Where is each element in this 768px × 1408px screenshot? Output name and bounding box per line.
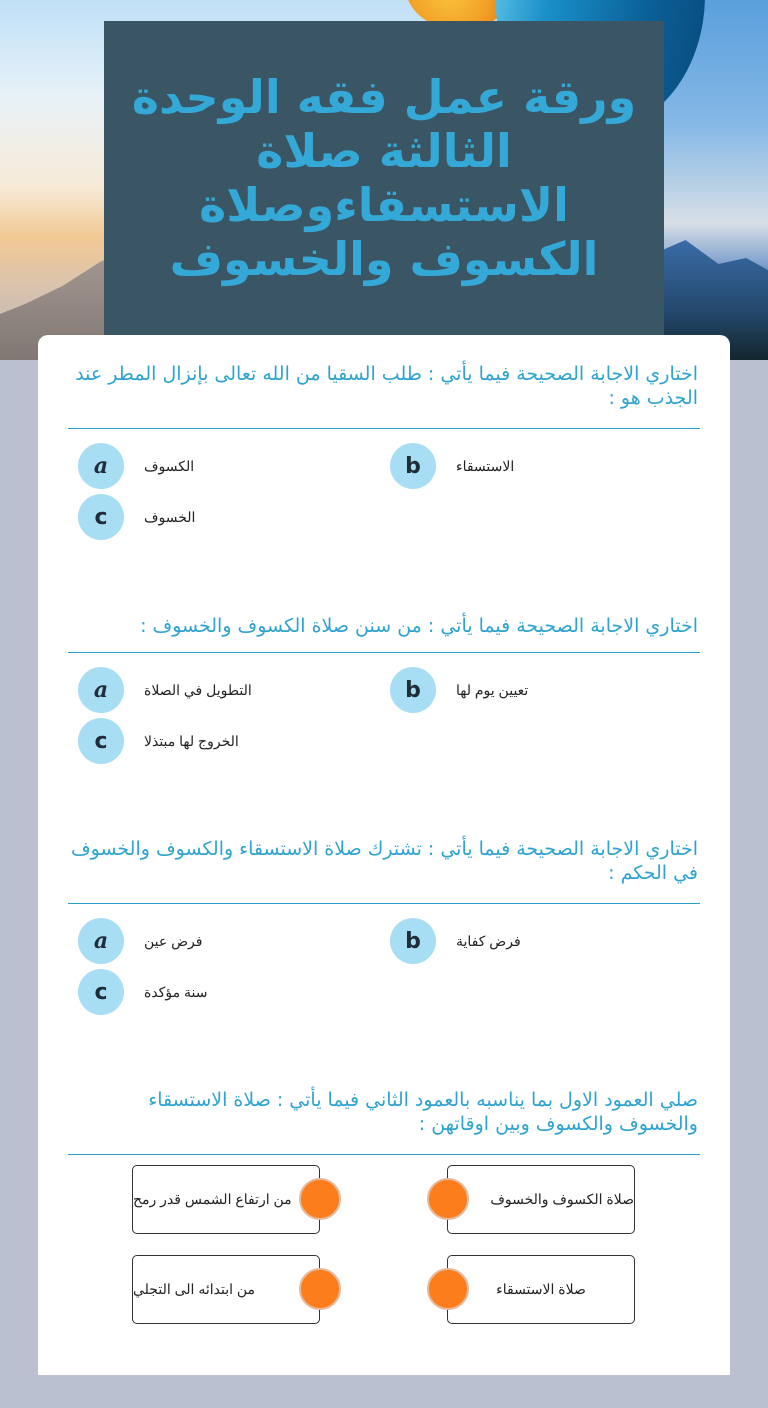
question-1 — [68, 362, 700, 410]
worksheet-title-box — [104, 21, 664, 335]
option-letter-badge: c — [78, 494, 124, 540]
question-prompt: اختاري الاجابة الصحيحة فيما يأتي : من سنن صلاة الكسوف والخسوف : — [140, 615, 698, 637]
match-item-label: صلاة الاستسقاء — [496, 1281, 586, 1297]
question-prompt: صلي العمود الاول بما يناسبه بالعمود الثاني فيما يأتي : صلاة الاستسقاء والخسوف والكسوف وبين اوقاتهن : — [148, 1089, 698, 1135]
option-letter-badge: a — [78, 667, 124, 713]
option-letter-badge: b — [390, 918, 436, 964]
match-connector-dot[interactable] — [427, 1268, 469, 1310]
match-left-item-2[interactable] — [132, 1255, 320, 1324]
option-label: الخسوف — [144, 508, 196, 525]
match-connector-dot[interactable] — [427, 1178, 469, 1220]
option-b[interactable] — [390, 667, 528, 713]
divider — [68, 1154, 700, 1155]
worksheet-title: ورقة عمل فقه الوحدة الثالثة صلاة الاستسقاءوصلاة الكسوف والخسوف — [131, 70, 637, 286]
option-label: التطويل في الصلاة — [144, 681, 252, 698]
option-letter-badge: b — [390, 667, 436, 713]
question-3 — [68, 837, 700, 885]
option-a[interactable] — [78, 443, 194, 489]
question-2 — [68, 614, 700, 638]
option-a[interactable] — [78, 918, 202, 964]
match-item-label: من ابتدائه الى التجلي — [133, 1281, 256, 1297]
option-c[interactable] — [78, 969, 207, 1015]
match-right-item-2[interactable] — [447, 1255, 635, 1324]
divider — [68, 903, 700, 904]
match-connector-dot[interactable] — [299, 1268, 341, 1310]
option-a[interactable] — [78, 667, 252, 713]
worksheet-card — [38, 335, 730, 1375]
divider — [68, 428, 700, 429]
divider — [68, 652, 700, 653]
match-connector-dot[interactable] — [299, 1178, 341, 1220]
question-4 — [68, 1088, 700, 1136]
option-b[interactable] — [390, 443, 514, 489]
match-right-item-1[interactable] — [447, 1165, 635, 1234]
option-letter-badge: b — [390, 443, 436, 489]
match-item-label: صلاة الكسوف والخسوف — [490, 1191, 634, 1207]
option-b[interactable] — [390, 918, 521, 964]
option-label: فرض كفاية — [456, 932, 521, 949]
option-letter-badge: c — [78, 969, 124, 1015]
option-letter-badge: a — [78, 918, 124, 964]
option-label: الخروج لها مبتذلا — [144, 732, 239, 749]
option-label: الكسوف — [144, 457, 195, 474]
match-item-label: من ارتفاع الشمس قدر رمح — [133, 1191, 292, 1207]
option-c[interactable] — [78, 494, 195, 540]
question-prompt: اختاري الاجابة الصحيحة فيما يأتي : طلب السقيا من الله تعالى بإنزال المطر عند الجذب هو : — [75, 363, 698, 409]
option-label: الاستسقاء — [456, 457, 515, 474]
option-c[interactable] — [78, 718, 239, 764]
option-letter-badge: c — [78, 718, 124, 764]
match-left-item-1[interactable] — [132, 1165, 320, 1234]
question-prompt: اختاري الاجابة الصحيحة فيما يأتي : تشترك صلاة الاستسقاء والكسوف والخسوف في الحكم : — [70, 838, 698, 884]
option-label: سنة مؤكدة — [144, 983, 208, 1000]
option-label: فرض عين — [144, 932, 203, 949]
option-letter-badge: a — [78, 443, 124, 489]
option-label: تعيين يوم لها — [456, 681, 529, 698]
